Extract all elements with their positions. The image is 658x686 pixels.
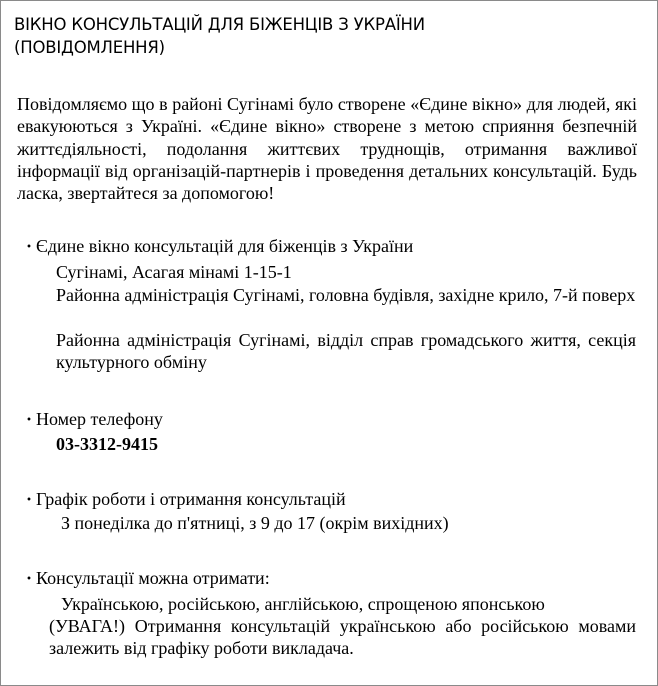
office-building: Районна адміністрація Сугінамі, головна будівля, західне крило, 7-й поверх [56,285,636,305]
phone-heading-text: Номер телефону [36,409,163,429]
intro-paragraph: Повідомляємо що в районі Сугінамі було створене «Єдине вікно» для людей, які евакуюються з Україні. «Єдине вікно» створене з метою сприяння безпечній життєдіяльності, подолання життєвих труднощів, отримання важливої інформації від організацій-партнерів і проведення детальних консультацій. Будь ласка, звертайтеся за допомогою! [17,94,637,204]
phone-number: 03-3312-9415 [56,434,158,454]
bullet-dot: ・ [21,571,38,588]
phone-heading [21,408,163,432]
bullet-dot: ・ [21,239,38,256]
languages-value: Українською, російською, англійською, спрощеною японською [61,594,545,614]
office-heading-text: Єдине вікно консультацій для біженців з України [36,236,414,256]
office-address: Сугінамі, Асагая мінамі 1-15-1 [56,262,292,282]
hours-value: З понеділка до п'ятниці, з 9 до 17 (окрім вихідних) [61,513,449,533]
hours-heading-text: Графік роботи і отримання консультацій [36,489,346,509]
hours-heading [21,488,346,512]
notice-title: ВІКНО КОНСУЛЬТАЦІЙ ДЛЯ БІЖЕНЦІВ З УКРАЇНИ (ПОВІДОМЛЕННЯ) [14,15,425,57]
languages-heading-text: Консультації можна отримати: [36,568,270,588]
languages-note: (УВАГА!) Отримання консультацій українською або російською мовами залежить від графіку роботи викладача. [49,616,636,659]
languages-heading [21,567,270,591]
bullet-dot: ・ [21,412,38,429]
office-department: Районна адміністрація Сугінамі, відділ справ громадського життя, секція культурного обміну [56,330,636,373]
bullet-dot: ・ [21,492,38,509]
office-heading [21,235,413,259]
